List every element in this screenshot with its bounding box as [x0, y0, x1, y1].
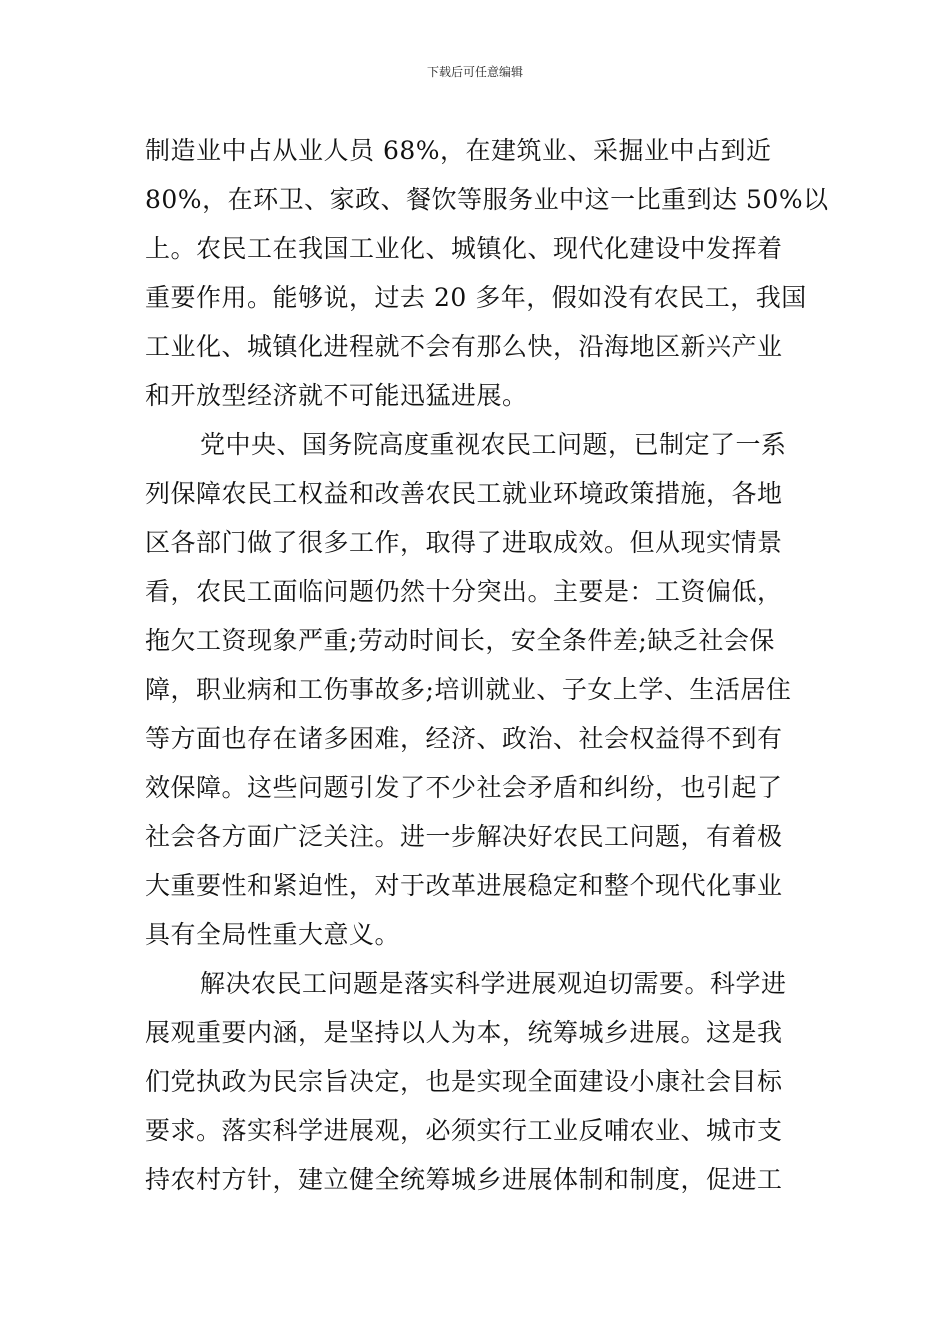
paragraph-2-line-3: 区各部门做了很多工作，取得了进取成效。但从现实情景	[145, 528, 783, 557]
paragraph-1-line-2: 80%，在环卫、家政、餐饮等服务业中这一比重到达 50%以	[145, 185, 829, 214]
paragraph-2-line-11: 具有全局性重大意义。	[145, 920, 401, 949]
paragraph-2-line-1: 党中央、国务院高度重视农民工问题，已制定了一系	[200, 430, 787, 459]
paragraph-2-line-4: 看，农民工面临问题仍然十分突出。主要是：工资偏低，	[145, 577, 783, 606]
paragraph-2-line-8: 效保障。这些问题引发了不少社会矛盾和纠纷，也引起了	[145, 773, 783, 802]
paragraph-1-line-3: 上。农民工在我国工业化、城镇化、现代化建设中发挥着	[145, 234, 783, 263]
paragraph-2-line-7: 等方面也存在诸多困难，经济、政治、社会权益得不到有	[145, 724, 783, 753]
paragraph-1-line-1: 制造业中占从业人员 68%，在建筑业、采掘业中占到近	[145, 136, 772, 165]
paragraph-3-line-3: 们党执政为民宗旨决定，也是实现全面建设小康社会目标	[145, 1067, 783, 1096]
paragraph-3-line-5: 持农村方针，建立健全统筹城乡进展体制和制度，促进工	[145, 1165, 783, 1194]
paragraph-3-line-2: 展观重要内涵，是坚持以人为本，统筹城乡进展。这是我	[145, 1018, 783, 1047]
paragraph-2-line-2: 列保障农民工权益和改善农民工就业环境政策措施，各地	[145, 479, 783, 508]
paragraph-2-line-6: 障，职业病和工伤事故多;培训就业、子女上学、生活居住	[145, 675, 792, 704]
paragraph-1-line-5: 工业化、城镇化进程就不会有那么快，沿海地区新兴产业	[145, 332, 783, 361]
page-header: 下载后可任意编辑	[426, 65, 523, 79]
paragraph-3-line-4: 要求。落实科学进展观，必须实行工业反哺农业、城市支	[145, 1116, 783, 1145]
paragraph-3-line-1: 解决农民工问题是落实科学进展观迫切需要。科学进	[200, 969, 787, 998]
paragraph-2-line-10: 大重要性和紧迫性，对于改革进展稳定和整个现代化事业	[145, 871, 783, 900]
paragraph-2-line-5: 拖欠工资现象严重;劳动时间长，安全条件差;缺乏社会保	[145, 626, 775, 655]
paragraph-2-line-9: 社会各方面广泛关注。进一步解决好农民工问题，有着极	[145, 822, 783, 851]
document-body	[145, 126, 829, 1204]
paragraph-1-line-4: 重要作用。能够说，过去 20 多年，假如没有农民工，我国	[145, 283, 807, 312]
paragraph-1-line-6: 和开放型经济就不可能迅猛进展。	[145, 381, 528, 410]
